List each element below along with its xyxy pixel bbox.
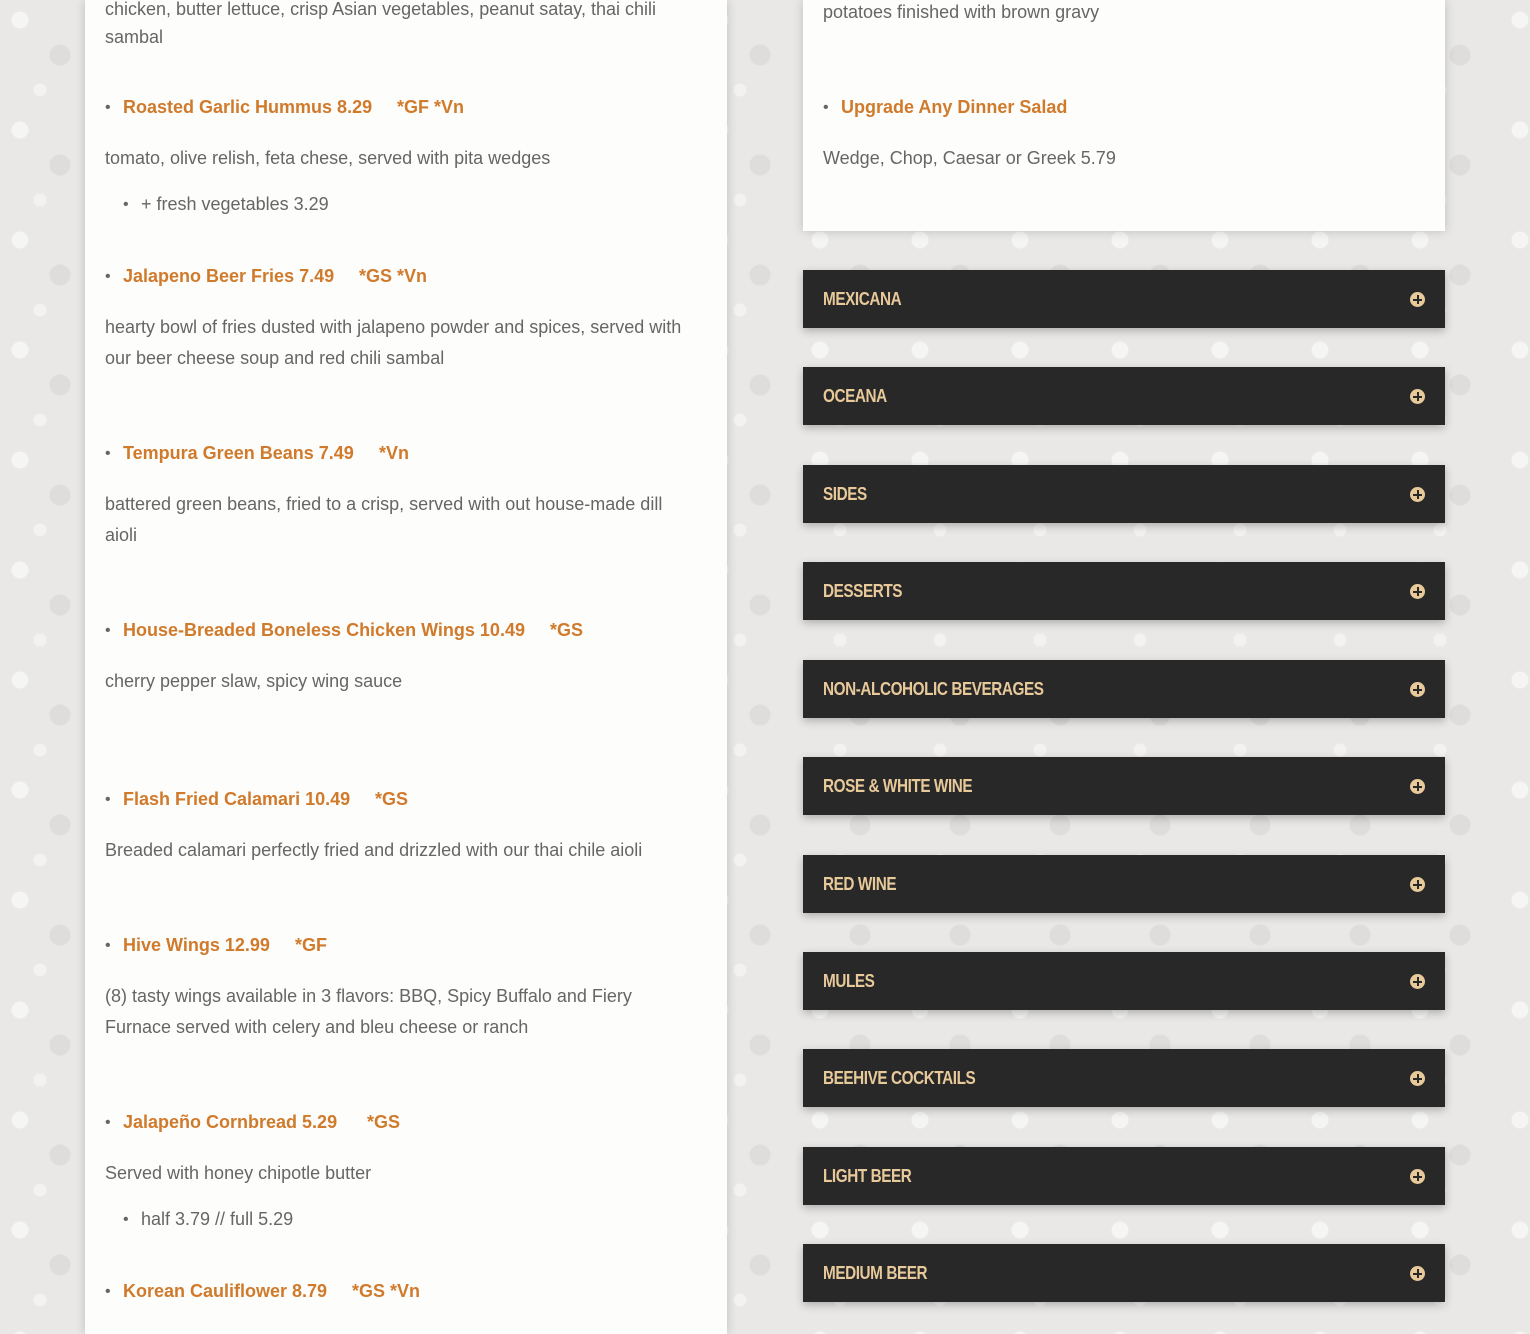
plus-circle-icon[interactable] xyxy=(1410,584,1425,599)
accordion-sides[interactable] xyxy=(803,465,1445,523)
accordion-label: SIDES xyxy=(823,484,867,504)
menu-item-description-line2: our beer cheese soup and red chili sambal xyxy=(105,348,445,368)
menu-item-title: Hive Wings 12.99 xyxy=(123,935,270,955)
upgrade-salad-title: Upgrade Any Dinner Salad xyxy=(841,97,1068,117)
accordion-label: MEXICANA xyxy=(823,289,902,309)
menu-item-tags: *GS *Vn xyxy=(352,1281,421,1301)
bullet: • xyxy=(105,99,111,116)
menu-item-tags: *GS xyxy=(367,1112,401,1132)
menu-item-title: Tempura Green Beans 7.49 xyxy=(123,443,354,463)
plus-circle-icon[interactable] xyxy=(1410,487,1425,502)
accordion-desserts[interactable] xyxy=(803,562,1445,620)
menu-item-title: Roasted Garlic Hummus 8.29 xyxy=(123,97,373,117)
plus-circle-icon[interactable] xyxy=(1410,682,1425,697)
accordion-label: MULES xyxy=(823,971,875,991)
menu-item-tags: *GS xyxy=(550,620,584,640)
plus-circle-icon[interactable] xyxy=(1410,877,1425,892)
bullet: • xyxy=(105,791,111,808)
accordion-label: ROSE & WHITE WINE xyxy=(823,776,973,796)
menu-item-title: Korean Cauliflower 8.79 xyxy=(123,1281,328,1301)
accordion-beehive-cocktails[interactable] xyxy=(803,1049,1445,1107)
plus-circle-icon[interactable] xyxy=(1410,292,1425,307)
menu-item-title: House-Breaded Boneless Chicken Wings 10.49 xyxy=(123,620,525,640)
accordion-mexicana[interactable] xyxy=(803,270,1445,328)
bullet: • xyxy=(823,99,829,116)
menu-item-description: cherry pepper slaw, spicy wing sauce xyxy=(105,671,403,691)
accordion-label: MEDIUM BEER xyxy=(823,1263,928,1283)
menu-item-tags: *GF xyxy=(295,935,328,955)
accordion-non-alcoholic-beverages[interactable] xyxy=(803,660,1445,718)
accordion-light-beer[interactable] xyxy=(803,1147,1445,1205)
accordion-label: LIGHT BEER xyxy=(823,1166,912,1186)
sub-bullet: • xyxy=(123,1211,129,1228)
menu-item-description: battered green beans, fried to a crisp, served with out house-made dill xyxy=(105,494,663,514)
menu-item-tags: *GS xyxy=(375,789,409,809)
bullet: • xyxy=(105,445,111,462)
menu-item-description: tomato, olive relish, feta chese, served with pita wedges xyxy=(105,148,551,168)
plus-circle-icon[interactable] xyxy=(1410,1266,1425,1281)
menu-item-description-line2: aioli xyxy=(105,525,138,545)
accordion-label: BEEHIVE COCKTAILS xyxy=(823,1068,976,1088)
accordion-red-wine[interactable] xyxy=(803,855,1445,913)
menu-item-addon: half 3.79 // full 5.29 xyxy=(141,1209,294,1229)
accordion-mules[interactable] xyxy=(803,952,1445,1010)
bullet: • xyxy=(105,937,111,954)
accordion-rose-white-wine[interactable] xyxy=(803,757,1445,815)
menu-item-description: (8) tasty wings available in 3 flavors: BBQ, Spicy Buffalo and Fiery xyxy=(105,986,632,1006)
menu-item-description: Served with honey chipotle butter xyxy=(105,1163,372,1183)
accordion-label: RED WINE xyxy=(823,874,897,894)
menu-item-tags: *GS *Vn xyxy=(359,266,428,286)
accordion-label: DESSERTS xyxy=(823,581,903,601)
intro-description: chicken, butter lettuce, crisp Asian vegetables, peanut satay, thai chili xyxy=(105,0,656,19)
menu-item-tags: *GF *Vn xyxy=(397,97,465,117)
intro-description-line2: sambal xyxy=(105,27,164,47)
menu-item-description: Breaded calamari perfectly fried and drizzled with our thai chile aioli xyxy=(105,840,643,860)
menu-item-title: Jalapeno Beer Fries 7.49 xyxy=(123,266,335,286)
menu-item-description-line2: Furnace served with celery and bleu cheese or ranch xyxy=(105,1017,529,1037)
accordion-label: NON-ALCOHOLIC BEVERAGES xyxy=(823,679,1044,699)
plus-circle-icon[interactable] xyxy=(1410,1169,1425,1184)
menu-item-title: Jalapeño Cornbread 5.29 xyxy=(123,1112,338,1132)
bullet: • xyxy=(105,622,111,639)
sub-bullet: • xyxy=(123,196,129,213)
dinner-item-description: potatoes finished with brown gravy xyxy=(823,2,1100,22)
accordion-label: OCEANA xyxy=(823,386,887,406)
menu-item-title: Flash Fried Calamari 10.49 xyxy=(123,789,351,809)
plus-circle-icon[interactable] xyxy=(1410,779,1425,794)
bullet: • xyxy=(105,268,111,285)
plus-circle-icon[interactable] xyxy=(1410,974,1425,989)
upgrade-salad-description: Wedge, Chop, Caesar or Greek 5.79 xyxy=(823,148,1116,168)
accordion-oceana[interactable] xyxy=(803,367,1445,425)
menu-item-description: hearty bowl of fries dusted with jalapeno powder and spices, served with xyxy=(105,317,682,337)
menu-item-tags: *Vn xyxy=(379,443,410,463)
accordion-medium-beer[interactable] xyxy=(803,1244,1445,1302)
menu-item-addon: + fresh vegetables 3.29 xyxy=(141,194,329,214)
bullet: • xyxy=(105,1114,111,1131)
plus-circle-icon[interactable] xyxy=(1410,1071,1425,1086)
plus-circle-icon[interactable] xyxy=(1410,389,1425,404)
bullet: • xyxy=(105,1283,111,1300)
